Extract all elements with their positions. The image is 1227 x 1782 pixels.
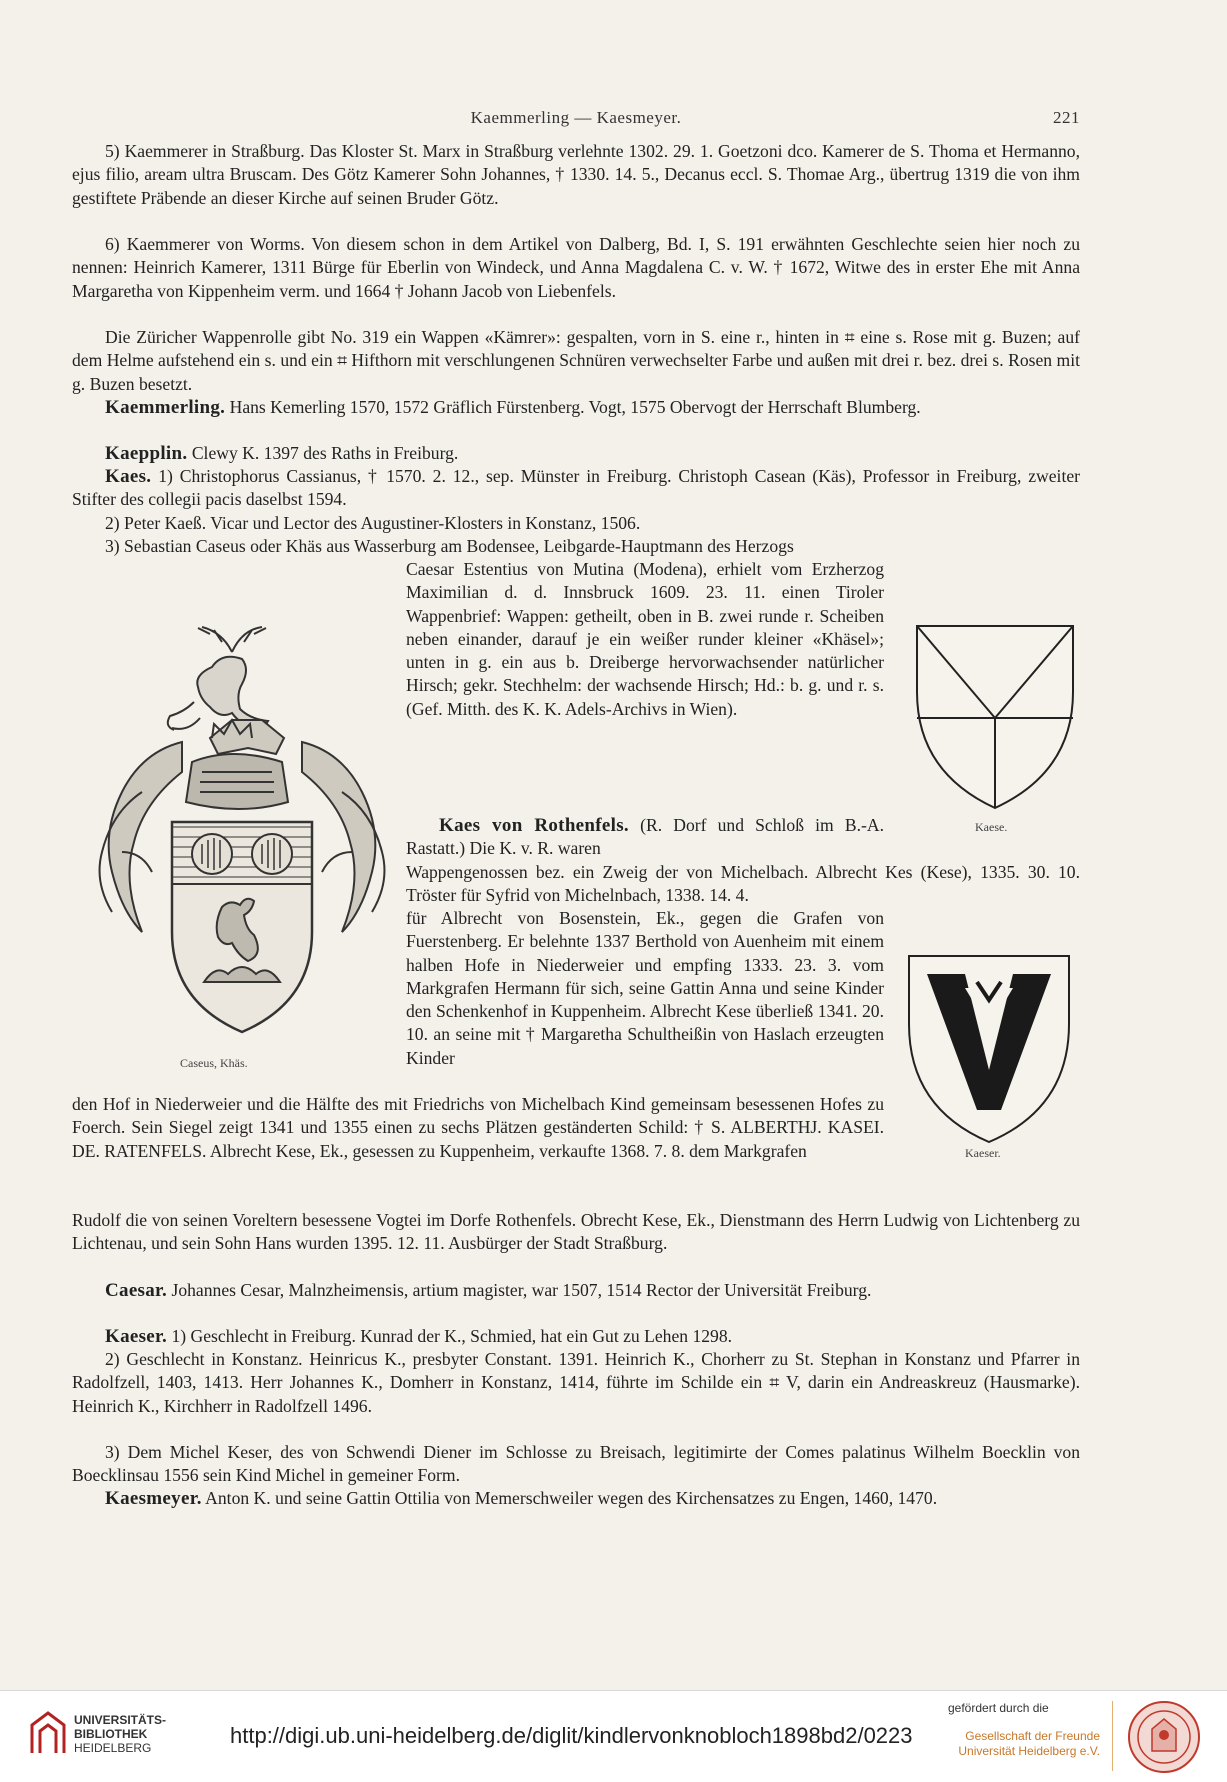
university-library-name xyxy=(74,1713,166,1755)
entry-text: Hans Kemerling 1570, 1572 Gräflich Fürstenberg. Vogt, 1575 Obervogt der Herrschaft Blumberg. xyxy=(225,397,921,417)
sponsor-name xyxy=(948,1729,1100,1759)
paragraph-zuericher-wappenrolle: Die Züricher Wappenrolle gibt No. 319 ein Wappen «Kämrer»: gespalten, vorn in S. eine r., hinten in ⌗ eine s. Rose mit g. Buzen; auf dem Helme aufstehend ein s. und ein ⌗ Hifthorn mit verschlungenen Schnüren verwechselter Farbe und außen mit drei r. bez. drei s. Rosen mit g. Buzen besetzt. xyxy=(72,327,1080,394)
entry-kaes-von-rothenfels xyxy=(406,814,884,861)
entry-text: Clewy K. 1397 des Raths in Freiburg. xyxy=(187,443,459,463)
entry-heading: Kaes von Rothenfels. xyxy=(439,815,629,836)
paragraph-caseus-continued: Caesar Estentius von Mutina (Modena), erhielt vom Erzherzog Maximilian d. d. Innsbruck 1609. 23. 11. einen Tiroler Wappenbrief: Wappen: getheilt, oben in B. zwei runde r. Scheiben neben einander, darauf je ein weißer runder kleiner «Khäsel»; unten in g. ein aus b. Dreiberge hervorwachsender natürlicher Hirsch; gekr. Stechhelm: der wachsende Hirsch; Hd.: b. g. und r. s. (Gef. Mitth. des K. K. Adels-Archivs in Wien). xyxy=(406,559,884,719)
paragraph-peter-kaess: 2) Peter Kaeß. Vicar und Lector des Augustiner-Klosters in Konstanz, 1506. xyxy=(105,513,641,533)
entry-heading: Kaesmeyer. xyxy=(105,1488,202,1509)
paragraph-kaemmerer-worms: 6) Kaemmerer von Worms. Von diesem schon in dem Artikel von Dalberg, Bd. I, S. 191 erwähnten Geschlechte seien hier noch zu nennen: Heinrich Kamerer, 1311 Bürge für Eberlin von Windeck, und Anna Magdalena C. v. W. † 1672, Witwe des in erster Ehe mit Anna Margaretha von Kippenheim verm. und 1664 † Johann Jacob von Liebenfels. xyxy=(72,234,1080,301)
university-seal-icon xyxy=(1126,1699,1202,1775)
paragraph-rothenfels-wide: Wappengenossen bez. ein Zweig der von Michelbach. Albrecht Kes (Kese), 1335. 30. 10. Tröster für Syfrid von Michelnbach, 1338. 14. 4. xyxy=(406,862,1080,906)
library-line-3: HEIDELBERG xyxy=(74,1741,152,1755)
library-line-1: UNIVERSITÄTS- xyxy=(74,1713,167,1727)
entry-kaes xyxy=(72,465,1080,512)
university-library-logo-icon xyxy=(28,1709,68,1757)
entry-kaemmerling xyxy=(72,396,1080,419)
caseus-coat-of-arms-illustration xyxy=(82,622,402,1062)
sponsor-line-1: Gesellschaft der Freunde xyxy=(965,1729,1100,1743)
entry-heading: Caesar. xyxy=(105,1280,168,1301)
entry-text: 1) Geschlecht in Freiburg. Kunrad der K., Schmied, hat ein Gut zu Lehen 1298. xyxy=(167,1326,733,1346)
entry-kaepplin xyxy=(72,442,1080,465)
digitization-footer xyxy=(0,1690,1227,1782)
paragraph-michel-keser: 3) Dem Michel Keser, des von Schwendi Diener im Schlosse zu Breisach, legitimirte der Comes palatinus Wilhelm Boecklin von Boecklinsau 1556 sein Kind Michel in gemeiner Form. xyxy=(72,1442,1080,1486)
permalink-url[interactable]: http://digi.ub.uni-heidelberg.de/diglit/kindlervonknobloch1898bd2/0223 xyxy=(230,1723,913,1748)
entry-heading: Kaemmerling. xyxy=(105,397,226,418)
paragraph-kaemmerer-strassburg: 5) Kaemmerer in Straßburg. Das Kloster St. Marx in Straßburg verlehnte 1302. 29. 1. Goetzoni dco. Kamerer de S. Thoma et Hermanno, ejus filio, aream ultra Bruscam. Des Götz Kamerer Sohn Johannes, † 1330. 14. 5., Decanus eccl. S. Thomae Arg., übertrug 1319 die von ihm gestiftete Präbende an dieser Kirche auf seinen Bruder Götz. xyxy=(72,141,1080,208)
entry-caesar xyxy=(72,1279,1080,1302)
entry-heading: Kaes. xyxy=(105,466,152,487)
sponsor-line-2: Universität Heidelberg e.V. xyxy=(958,1744,1100,1758)
entry-heading: Kaepplin. xyxy=(105,443,188,464)
entry-heading: Kaeser. xyxy=(105,1326,168,1347)
kaeser-shield-illustration xyxy=(905,952,1073,1146)
entry-kaesmeyer xyxy=(72,1487,1080,1510)
entry-text: Johannes Cesar, Malnzheimensis, artium magister, war 1507, 1514 Rector der Universität Freiburg. xyxy=(167,1280,872,1300)
page-number: 221 xyxy=(1053,108,1080,127)
caption-kaese: Kaese. xyxy=(975,820,1008,834)
paragraph-rothenfels-end: Rudolf die von seinen Voreltern besessene Vogtei im Dorfe Rothenfels. Obrecht Kese, Ek., Dienstmann des Herrn Ludwig von Lichtenberg zu Lichtenau, und sein Sohn Hans wurden 1395. 12. 11. Ausbürger der Stadt Straßburg. xyxy=(72,1210,1080,1254)
footer-divider xyxy=(1112,1701,1113,1771)
header-title: Kaemmerling — Kaesmeyer. xyxy=(470,108,682,127)
paragraph-rothenfels-lower: den Hof in Niederweier und die Hälfte des mit Friedrichs von Michelbach Kind gemeinsam besessenen Hofes zu Foerch. Sein Siegel zeigt 1341 und 1355 einen zu sechs Plätzen geständerten Schild: † S. ALBERTHJ. KASEI. DE. RATENFELS. Albrecht Kese, Ek., gesessen zu Kuppenheim, verkaufte 1368. 7. 8. dem Markgrafen xyxy=(72,1094,884,1161)
entry-kaeser xyxy=(72,1325,1080,1348)
entry-text: Anton K. und seine Gattin Ottilia von Memerschweiler wegen des Kirchensatzes zu Engen, 1460, 1470. xyxy=(201,1488,938,1508)
caption-kaeser: Kaeser. xyxy=(965,1146,1001,1160)
paragraph-sebastian-caseus: 3) Sebastian Caseus oder Khäs aus Wasserburg am Bodensee, Leibgarde-Hauptmann des Herzogs xyxy=(105,536,794,556)
sponsor-label: gefördert durch die xyxy=(948,1701,1049,1715)
kaese-shield-illustration xyxy=(913,622,1077,812)
paragraph-rothenfels-narrow: für Albrecht von Bosenstein, Ek., gegen die Grafen von Fuerstenberg. Er belehnte 1337 Berthold von Auenheim mit einem halben Hofe in Niederweier und empfing 1333. 23. 3. vom Markgrafen Hermann für sich, seine Gattin Anna und seine Kinder den Schenkenhof in Kuppenheim. Albrecht Kese überließ 1341. 20. 10. an seine mit † Margaretha Schultheißin von Haslach erzeugten Kinder xyxy=(406,908,884,1068)
caption-caseus: Caseus, Khäs. xyxy=(180,1056,248,1070)
paragraph-kaeser-konstanz: 2) Geschlecht in Konstanz. Heinricus K., presbyter Constant. 1391. Heinrich K., Chorherr zu St. Stephan in Konstanz und Pfarrer in Radolfzell, 1403, 1413. Herr Johannes K., Domherr in Konstanz, 1414, führte im Schilde ein ⌗ V, darin ein Andreaskreuz (Hausmarke). Heinrich K., Kirchherr in Radolfzell 1496. xyxy=(72,1349,1080,1416)
entry-text: 1) Christophorus Cassianus, † 1570. 2. 12., sep. Münster in Freiburg. Christoph Casean (Käs), Professor in Freiburg, zweiter Stifter des collegii pacis daselbst 1594. xyxy=(72,466,1080,510)
running-header xyxy=(72,108,1080,134)
entry-text: (R. Dorf und Schloß im B.-A. Rastatt.) Die K. v. R. waren xyxy=(406,815,884,859)
library-line-2: BIBLIOTHEK xyxy=(74,1727,148,1741)
